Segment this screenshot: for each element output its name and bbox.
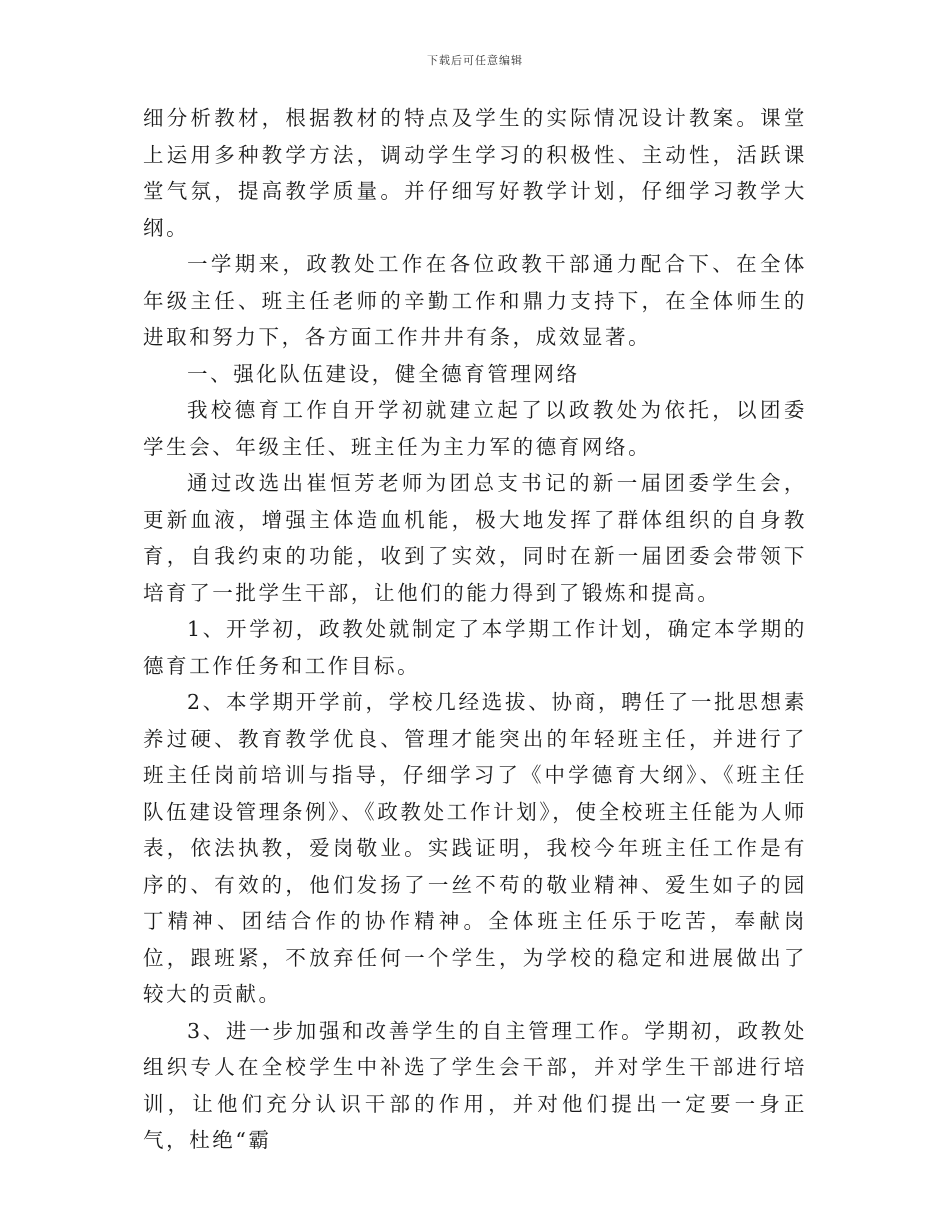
list-item-1: 1、开学初，政教处就制定了本学期工作计划，确定本学期的德育工作任务和工作目标。	[143, 617, 807, 678]
document-body	[143, 100, 807, 1159]
list-item-3: 3、进一步加强和改善学生的自主管理工作。学期初，政教处组织专人在全校学生中补选了学生会干部，并对学生干部进行培训，让他们充分认识干部的作用，并对他们提出一定要一身正气，杜绝“霸	[143, 1018, 807, 1152]
paragraph: 我校德育工作自开学初就建立起了以政教处为依托，以团委学生会、年级主任、班主任为主力军的德育网络。	[143, 398, 807, 459]
list-item-2: 2、本学期开学前，学校几经选拔、协商，聘任了一批思想素养过硬、教育教学优良、管理才能突出的年轻班主任，并进行了班主任岗前培训与指导，仔细学习了《中学德育大纲》、《班主任队伍建设管理条例》、《政教处工作计划》，使全校班主任能为人师表，依法执教，爱岗敬业。实践证明，我校今年班主任工作是有序的、有效的，他们发扬了一丝不苟的敬业精神、爱生如子的园丁精神、团结合作的协作精神。全体班主任乐于吃苦，奉献岗位，跟班紧，不放弃任何一个学生，为学校的稳定和进展做出了较大的贡献。	[143, 690, 807, 1006]
paragraph-summary: 一学期来，政教处工作在各位政教干部通力配合下、在全体年级主任、班主任老师的辛勤工作和鼎力支持下，在全体师生的进取和努力下，各方面工作井井有条，成效显著。	[143, 252, 807, 349]
page-header: 下载后可任意编辑	[427, 54, 523, 67]
section-heading: 一、强化队伍建设，健全德育管理网络	[187, 361, 580, 386]
paragraph-continuation: 细分析教材，根据教材的特点及学生的实际情况设计教案。课堂上运用多种教学方法，调动学生学习的积极性、主动性，活跃课堂气氛，提高教学质量。并仔细写好教学计划，仔细学习教学大纲。	[143, 106, 807, 240]
paragraph: 通过改选出崔恒芳老师为团总支书记的新一届团委学生会，更新血液，增强主体造血机能，极大地发挥了群体组织的自身教育，自我约束的功能，收到了实效，同时在新一届团委会带领下培育了一批学生干部，让他们的能力得到了锻炼和提高。	[143, 471, 807, 605]
